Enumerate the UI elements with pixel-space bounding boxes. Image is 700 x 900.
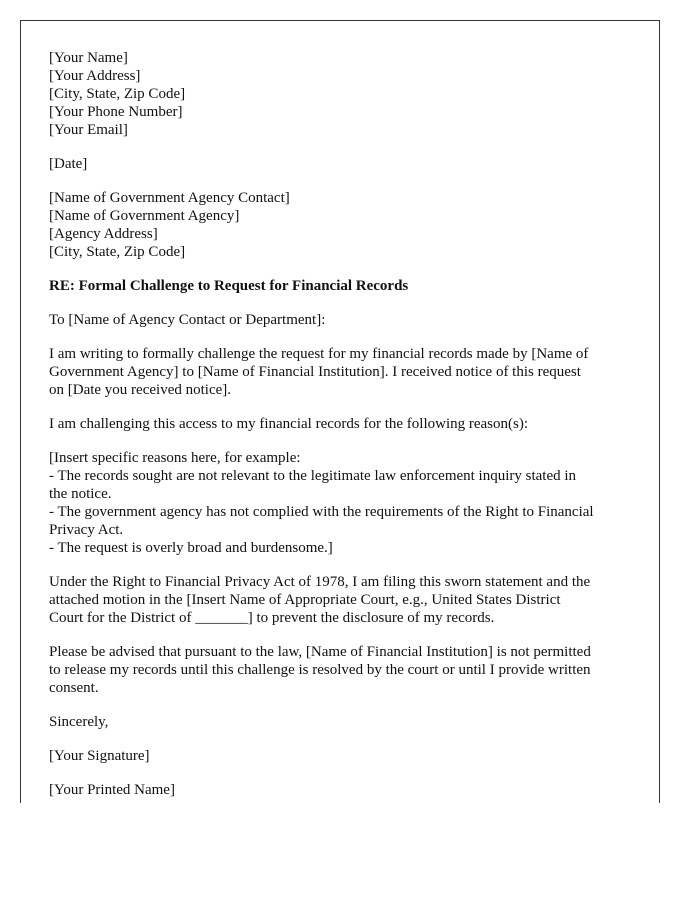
body-line: Under the Right to Financial Privacy Act of 1978, I am filing this sworn statement and the [49, 574, 591, 590]
body-line: attached motion in the [Insert Name of Appropriate Court, e.g., United States District [49, 592, 561, 608]
body-line: Please be advised that pursuant to the law, [Name of Financial Institution] is not permitted [49, 644, 591, 660]
body-paragraph-1 [49, 345, 659, 399]
sender-address: [Your Address] [49, 68, 141, 84]
body-line: I am challenging this access to my financial records for the following reason(s): [49, 416, 529, 432]
subject-line: RE: Formal Challenge to Request for Financial Records [49, 278, 409, 294]
recipient-contact: [Name of Government Agency Contact] [49, 190, 290, 206]
body-paragraph-4 [49, 573, 659, 627]
body-line: - The request is overly broad and burdensome.] [49, 540, 333, 556]
recipient-block [49, 189, 659, 261]
body-line: Privacy Act. [49, 522, 124, 538]
letter-date: [Date] [49, 156, 88, 172]
body-line: [Insert specific reasons here, for example: [49, 450, 301, 466]
sender-city: [City, State, Zip Code] [49, 86, 186, 102]
sender-block [49, 49, 659, 139]
body-line: Government Agency] to [Name of Financial Institution]. I received notice of this request [49, 364, 581, 380]
letter-document [49, 49, 659, 799]
signature: [Your Signature] [49, 748, 150, 764]
body-line: to release my records until this challenge is resolved by the court or until I provide written [49, 662, 591, 678]
reasons-paragraph [49, 449, 659, 557]
body-line: - The government agency has not complied with the requirements of the Right to Financial [49, 504, 594, 520]
letter-page [20, 20, 660, 803]
body-line: on [Date you received notice]. [49, 382, 231, 398]
body-line: the notice. [49, 486, 112, 502]
body-line: Court for the District of _______] to prevent the disclosure of my records. [49, 610, 495, 626]
body-line: - The records sought are not relevant to the legitimate law enforcement inquiry stated in [49, 468, 577, 484]
body-line: I am writing to formally challenge the request for my financial records made by [Name of [49, 346, 589, 362]
sender-name: [Your Name] [49, 50, 128, 66]
printed-name: [Your Printed Name] [49, 782, 175, 798]
body-paragraph-2 [49, 415, 659, 433]
body-line: consent. [49, 680, 99, 696]
closing: Sincerely, [49, 714, 109, 730]
salutation: To [Name of Agency Contact or Department]: [49, 312, 326, 328]
recipient-city: [City, State, Zip Code] [49, 244, 186, 260]
recipient-agency: [Name of Government Agency] [49, 208, 240, 224]
sender-phone: [Your Phone Number] [49, 104, 183, 120]
sender-email: [Your Email] [49, 122, 128, 138]
recipient-address: [Agency Address] [49, 226, 158, 242]
body-paragraph-5 [49, 643, 659, 697]
